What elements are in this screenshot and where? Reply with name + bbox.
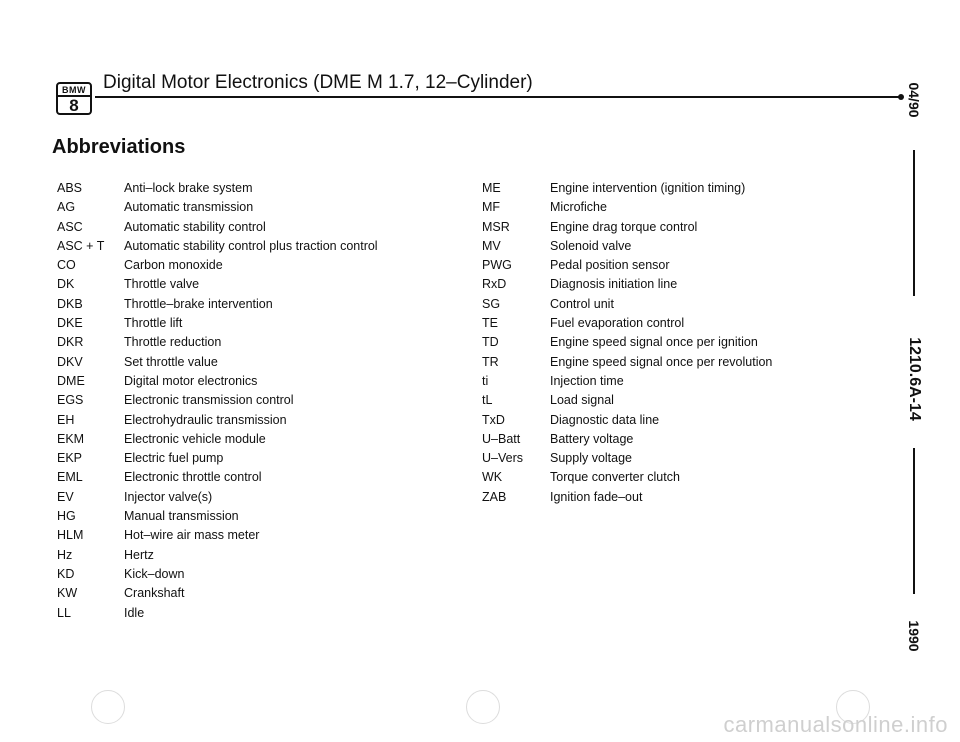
abbreviation-term: ASC bbox=[57, 219, 83, 234]
abbreviation-term: AG bbox=[57, 200, 76, 215]
abbreviation-term: HLM bbox=[57, 528, 84, 543]
abbreviation-term: U–Vers bbox=[482, 451, 523, 466]
abbreviation-definition: Diagnostic data line bbox=[550, 412, 660, 427]
abbreviation-term: EGS bbox=[57, 393, 84, 408]
section-title: Abbreviations bbox=[52, 136, 186, 158]
abbreviation-definition: Throttle reduction bbox=[124, 335, 222, 350]
abbreviation-definition: Automatic stability control bbox=[124, 219, 266, 234]
abbreviation-term: DKR bbox=[57, 335, 84, 350]
abbreviation-term: Hz bbox=[57, 547, 73, 562]
abbreviation-term: ASC + T bbox=[57, 238, 105, 253]
abbreviation-term: SG bbox=[482, 296, 501, 311]
logo-model: 8 bbox=[69, 96, 79, 115]
side-year: 1990 bbox=[906, 620, 922, 652]
abbreviation-definition: Kick–down bbox=[124, 566, 185, 581]
abbreviation-definition: Load signal bbox=[550, 393, 614, 408]
abbreviation-term: EV bbox=[57, 489, 74, 504]
abbreviation-definition: Throttle–brake intervention bbox=[124, 296, 273, 311]
abbreviation-definition: Engine speed signal once per ignition bbox=[550, 335, 758, 350]
binder-hole-center bbox=[466, 690, 500, 724]
abbreviation-term: TxD bbox=[482, 412, 505, 427]
abbreviation-term: LL bbox=[57, 605, 71, 620]
abbreviation-definition: Carbon monoxide bbox=[124, 258, 223, 273]
abbreviation-term: PWG bbox=[482, 258, 512, 273]
abbreviation-definition: Automatic stability control plus traction control bbox=[124, 238, 378, 253]
abbreviation-definition: Digital motor electronics bbox=[124, 373, 258, 388]
header-rule bbox=[95, 96, 900, 98]
abbreviation-term: TR bbox=[482, 354, 499, 369]
abbreviation-definition: Automatic transmission bbox=[124, 200, 254, 215]
abbreviation-term: EML bbox=[57, 470, 83, 485]
abbreviation-definition: Electrohydraulic transmission bbox=[124, 412, 287, 427]
abbreviation-term: DKV bbox=[57, 354, 83, 369]
side-doc-code: 1210.6A-14 bbox=[906, 337, 923, 421]
page-header-title: Digital Motor Electronics (DME M 1.7, 12–Cylinder) bbox=[103, 72, 533, 93]
abbreviation-definition: Electronic throttle control bbox=[124, 470, 262, 485]
abbreviation-definition: Throttle lift bbox=[124, 316, 183, 331]
abbreviation-definition: Fuel evaporation control bbox=[550, 316, 685, 331]
abbreviation-definition: Ignition fade–out bbox=[550, 489, 643, 504]
abbreviation-definition: Microfiche bbox=[550, 200, 607, 215]
abbreviation-term: ti bbox=[482, 373, 489, 388]
abbreviation-term: ABS bbox=[57, 181, 83, 195]
abbreviation-term: CO bbox=[57, 258, 76, 273]
abbreviation-term: ZAB bbox=[482, 489, 507, 504]
abbreviation-definition: Injection time bbox=[550, 373, 624, 388]
abbreviation-definition: Set throttle value bbox=[124, 354, 218, 369]
abbreviation-term: MF bbox=[482, 200, 501, 215]
side-margin bbox=[894, 80, 934, 670]
side-rule-1 bbox=[913, 150, 915, 296]
abbreviation-definition: Crankshaft bbox=[124, 586, 185, 601]
abbreviation-term: DME bbox=[57, 373, 85, 388]
abbreviation-term: MV bbox=[482, 238, 501, 253]
abbreviation-term: HG bbox=[57, 509, 76, 524]
abbreviation-definition: Electric fuel pump bbox=[124, 451, 224, 466]
abbreviation-definition: Battery voltage bbox=[550, 431, 634, 446]
side-rule-2 bbox=[913, 448, 915, 594]
abbreviation-term: DKB bbox=[57, 296, 83, 311]
abbreviation-definition: Electronic vehicle module bbox=[124, 431, 266, 446]
abbreviation-definition: Electronic transmission control bbox=[124, 393, 294, 408]
abbreviation-term: U–Batt bbox=[482, 431, 521, 446]
abbreviation-term: EKM bbox=[57, 431, 85, 446]
abbreviation-term: TE bbox=[482, 316, 498, 331]
abbreviation-definition: Engine intervention (ignition timing) bbox=[550, 181, 746, 195]
abbreviation-definition: Hot–wire air mass meter bbox=[124, 528, 260, 543]
abbreviation-term: KW bbox=[57, 586, 78, 601]
abbreviation-definition: Hertz bbox=[124, 547, 154, 562]
abbreviation-definition: Engine drag torque control bbox=[550, 219, 698, 234]
abbreviation-definition: Throttle valve bbox=[124, 277, 200, 292]
abbreviation-definition: Diagnosis initiation line bbox=[550, 277, 678, 292]
abbreviation-term: WK bbox=[482, 470, 503, 485]
abbreviation-definition: Engine speed signal once per revolution bbox=[550, 354, 773, 369]
abbreviation-term: MSR bbox=[482, 219, 510, 234]
abbreviation-term: ME bbox=[482, 181, 501, 195]
side-date: 04/90 bbox=[906, 82, 922, 118]
abbreviation-term: RxD bbox=[482, 277, 507, 292]
abbreviation-definition: Solenoid valve bbox=[550, 238, 632, 253]
abbreviation-term: DK bbox=[57, 277, 75, 292]
abbreviation-term: EKP bbox=[57, 451, 83, 466]
abbreviation-definition: Torque converter clutch bbox=[550, 470, 680, 485]
binder-hole-left bbox=[91, 690, 125, 724]
abbreviation-term: DKE bbox=[57, 316, 83, 331]
abbreviation-definition: Injector valve(s) bbox=[124, 489, 213, 504]
abbreviation-definition: Supply voltage bbox=[550, 451, 633, 466]
abbreviation-definition: Pedal position sensor bbox=[550, 258, 670, 273]
abbreviation-term: tL bbox=[482, 393, 493, 408]
logo-brand: BMW bbox=[58, 84, 90, 97]
abbreviation-definition: Manual transmission bbox=[124, 509, 239, 524]
abbreviation-definition: Idle bbox=[124, 605, 145, 620]
abbreviation-term: KD bbox=[57, 566, 75, 581]
abbreviation-definition: Control unit bbox=[550, 296, 614, 311]
bmw-8-logo bbox=[56, 82, 92, 115]
abbreviation-term: EH bbox=[57, 412, 75, 427]
abbreviation-definition: Anti–lock brake system bbox=[124, 181, 253, 195]
abbreviation-term: TD bbox=[482, 335, 499, 350]
watermark-text: carmanualsonline.info bbox=[723, 712, 948, 737]
